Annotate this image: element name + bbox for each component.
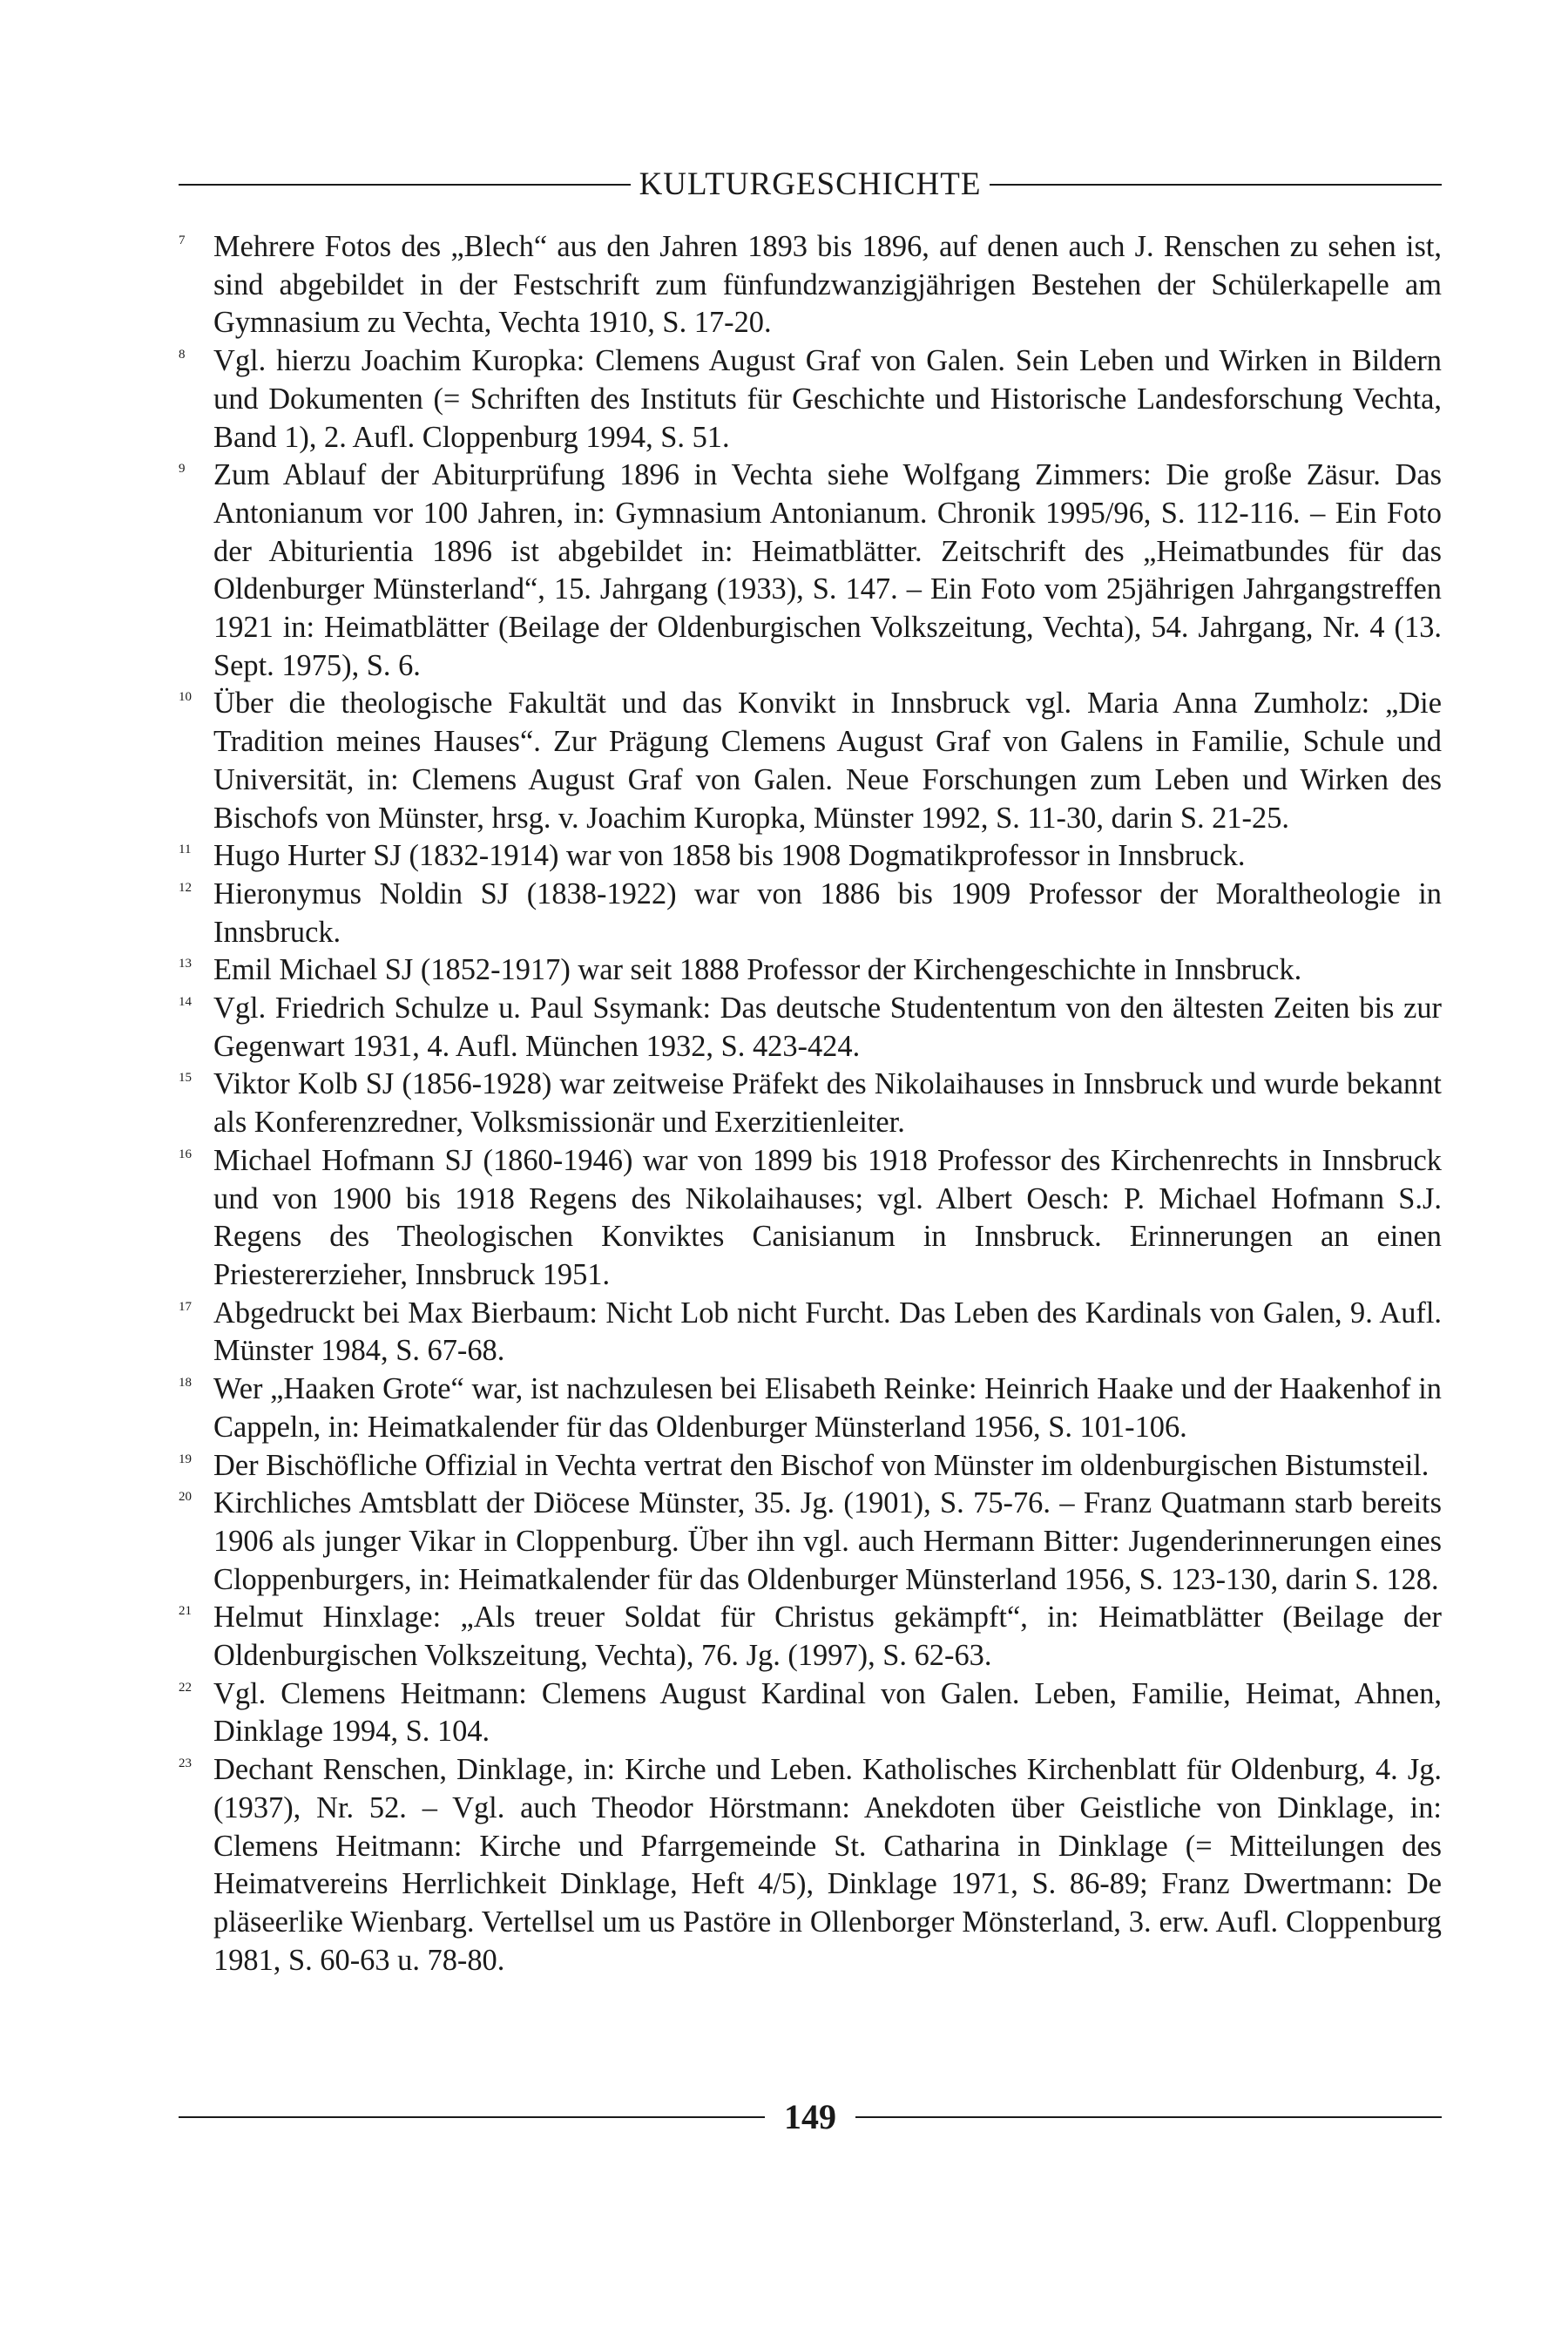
footnote	[179, 228, 1442, 342]
running-header	[179, 164, 1442, 206]
footnote	[179, 457, 1442, 685]
footnote	[179, 876, 1442, 951]
footnote	[179, 1599, 1442, 1675]
footer-rule-left	[179, 2116, 765, 2118]
footnote-text: Zum Ablauf der Abiturprüfung 1896 in Vechta siehe Wolfgang Zimmers: Die große Zäsur. Das Antonianum vor 100 Jahren, in: Gymnasium Antonianum. Chronik 1995/96, S. 112-116. – Ein Foto der Abiturientia 1896 ist abgebildet in: Heimatblätter. Zeitschrift des „Heimatbundes für das Oldenburger Münsterland“, 15. Jahrgang (1933), S. 147. – Ein Foto vom 25jährigen Jahrgangstreffen 1921 in: Heimatblätter (Beilage der Oldenburgischen Volkszeitung, Vechta), 54. Jahrgang, Nr. 4 (13. Sept. 1975), S. 6.	[213, 458, 1442, 682]
footnote-number: 16	[179, 1147, 192, 1161]
footnote	[179, 685, 1442, 837]
footnote-number: 8	[179, 348, 186, 362]
footnote	[179, 951, 1442, 990]
footnote-text: Viktor Kolb SJ (1856-1928) war zeitweise Präfekt des Nikolaihauses in Innsbruck und wurde bekannt als Konferenzredner, Volksmissionär und Exerzitienleiter.	[213, 1067, 1442, 1140]
footnote-number: 14	[179, 995, 192, 1010]
footnote-text: Hugo Hurter SJ (1832-1914) war von 1858 bis 1908 Dogmatikprofessor in Innsbruck.	[213, 839, 1246, 873]
footnote-text: Mehrere Fotos des „Blech“ aus den Jahren 1893 bis 1896, auf denen auch J. Renschen zu sehen ist, sind abgebildet in der Festschrift zum fünfundzwanzigjährigen Bestehen der Schülerkapelle am Gymnasium zu Vechta, Vechta 1910, S. 17-20.	[213, 230, 1442, 340]
footnote	[179, 1485, 1442, 1599]
header-title: KULTURGESCHICHTE	[639, 166, 982, 202]
footnote-number: 10	[179, 690, 192, 705]
footnote	[179, 1371, 1442, 1446]
footnote-number: 21	[179, 1604, 192, 1619]
footnote-number: 20	[179, 1490, 192, 1505]
footnote	[179, 1066, 1442, 1141]
footnote-text: Vgl. Clemens Heitmann: Clemens August Kardinal von Galen. Leben, Familie, Heimat, Ahnen, Dinklage 1994, S. 104.	[213, 1676, 1442, 1749]
footnote-number: 9	[179, 462, 186, 477]
footnote-text: Hieronymus Noldin SJ (1838-1922) war von 1886 bis 1909 Professor der Moraltheologie in Innsbruck.	[213, 876, 1442, 949]
footnote-text: Vgl. hierzu Joachim Kuropka: Clemens August Graf von Galen. Sein Leben und Wirken in Bildern und Dokumenten (= Schriften des Instituts für Geschichte und Historische Landesforschung Vechta, Band 1), 2. Aufl. Cloppenburg 1994, S. 51.	[213, 344, 1442, 454]
footnote-number: 13	[179, 957, 192, 971]
footnote-text: Helmut Hinxlage: „Als treuer Soldat für Christus gekämpft“, in: Heimatblätter (Beilage der Oldenburgischen Volkszeitung, Vechta), 76. Jg. (1997), S. 62-63.	[213, 1601, 1442, 1673]
footnote	[179, 837, 1442, 876]
footnote-number: 12	[179, 880, 192, 895]
footnote-number: 7	[179, 234, 186, 247]
footnote	[179, 1142, 1442, 1295]
page-footer	[179, 2095, 1442, 2139]
footnote-text: Michael Hofmann SJ (1860-1946) war von 1899 bis 1918 Professor des Kirchenrechts in Innsbruck und von 1900 bis 1918 Regens des Nikolaihauses; vgl. Albert Oesch: P. Michael Hofmann S.J. Regens des Theologischen Konviktes Canisianum in Innsbruck. Erinnerungen an einen Priestererzieher, Innsbruck 1951.	[213, 1143, 1442, 1291]
footnote-text: Kirchliches Amtsblatt der Diöcese Münster, 35. Jg. (1901), S. 75-76. – Franz Quatmann starb bereits 1906 als junger Vikar in Cloppenburg. Über ihn vgl. auch Hermann Bitter: Jugenderinnerungen eines Cloppenburgers, in: Heimatkalender für das Oldenburger Münsterland 1956, S. 123-130, darin S. 128.	[213, 1486, 1442, 1596]
footnote-number: 11	[179, 843, 192, 857]
footnote	[179, 1447, 1442, 1486]
footnote-number: 15	[179, 1071, 192, 1086]
footnote-text: Über die theologische Fakultät und das Konvikt in Innsbruck vgl. Maria Anna Zumholz: „Die Tradition meines Hauses“. Zur Prägung Clemens August Graf von Galens in Familie, Schule und Universität, in: Clemens August Graf von Galen. Neue Forschungen zum Leben und Wirken des Bischofs von Münster, hrsg. v. Joachim Kuropka, Münster 1992, S. 11-30, darin S. 21-25.	[213, 687, 1442, 835]
footnote-number: 19	[179, 1452, 192, 1466]
footnote-number: 18	[179, 1376, 192, 1391]
footnote-list	[179, 228, 1442, 1980]
footnote-text: Abgedruckt bei Max Bierbaum: Nicht Lob nicht Furcht. Das Leben des Kardinals von Galen, 9. Aufl. Münster 1984, S. 67-68.	[213, 1296, 1442, 1368]
footnote-number: 17	[179, 1299, 192, 1314]
header-rule-left	[179, 184, 631, 186]
footnote-text: Vgl. Friedrich Schulze u. Paul Ssymank: Das deutsche Studententum von den ältesten Zeiten bis zur Gegenwart 1931, 4. Aufl. München 1932, S. 423-424.	[213, 992, 1442, 1063]
header-rule-right	[990, 184, 1442, 186]
footnote-text: Emil Michael SJ (1852-1917) war seit 1888 Professor der Kirchengeschichte in Innsbruck.	[213, 953, 1302, 987]
footnote-text: Der Bischöfliche Offizial in Vechta vertrat den Bischof von Münster im oldenburgischen Bistumsteil.	[213, 1448, 1429, 1482]
footnote	[179, 1295, 1442, 1371]
footnote	[179, 1675, 1442, 1751]
footnote-text: Dechant Renschen, Dinklage, in: Kirche und Leben. Katholisches Kirchenblatt für Oldenburg, 4. Jg. (1937), Nr. 52. – Vgl. auch Theodor Hörstmann: Anekdoten über Geistliche von Dinklage, in: Clemens Heitmann: Kirche und Pfarrgemeinde St. Catharina in Dinklage (= Mitteilungen des Heimatvereins Herrlichkeit Dinklage, Heft 4/5), Dinklage 1971, S. 86-89; Franz Dwertmann: De pläseerlike Wienbarg. Vertellsel um us Pastöre in Ollenborger Mönsterland, 3. erw. Aufl. Cloppenburg 1981, S. 60-63 u. 78-80.	[213, 1753, 1442, 1977]
footnote	[179, 990, 1442, 1066]
footer-rule-right	[855, 2116, 1442, 2118]
footnote	[179, 1751, 1442, 1980]
footnote-number: 23	[179, 1756, 192, 1771]
footnote-text: Wer „Haaken Grote“ war, ist nachzulesen bei Elisabeth Reinke: Heinrich Haake und der Haakenhof in Cappeln, in: Heimatkalender für das Oldenburger Münsterland 1956, S. 101-106.	[213, 1372, 1442, 1444]
footnote	[179, 342, 1442, 457]
footnote-number: 22	[179, 1680, 192, 1695]
page-number: 149	[784, 2097, 836, 2136]
